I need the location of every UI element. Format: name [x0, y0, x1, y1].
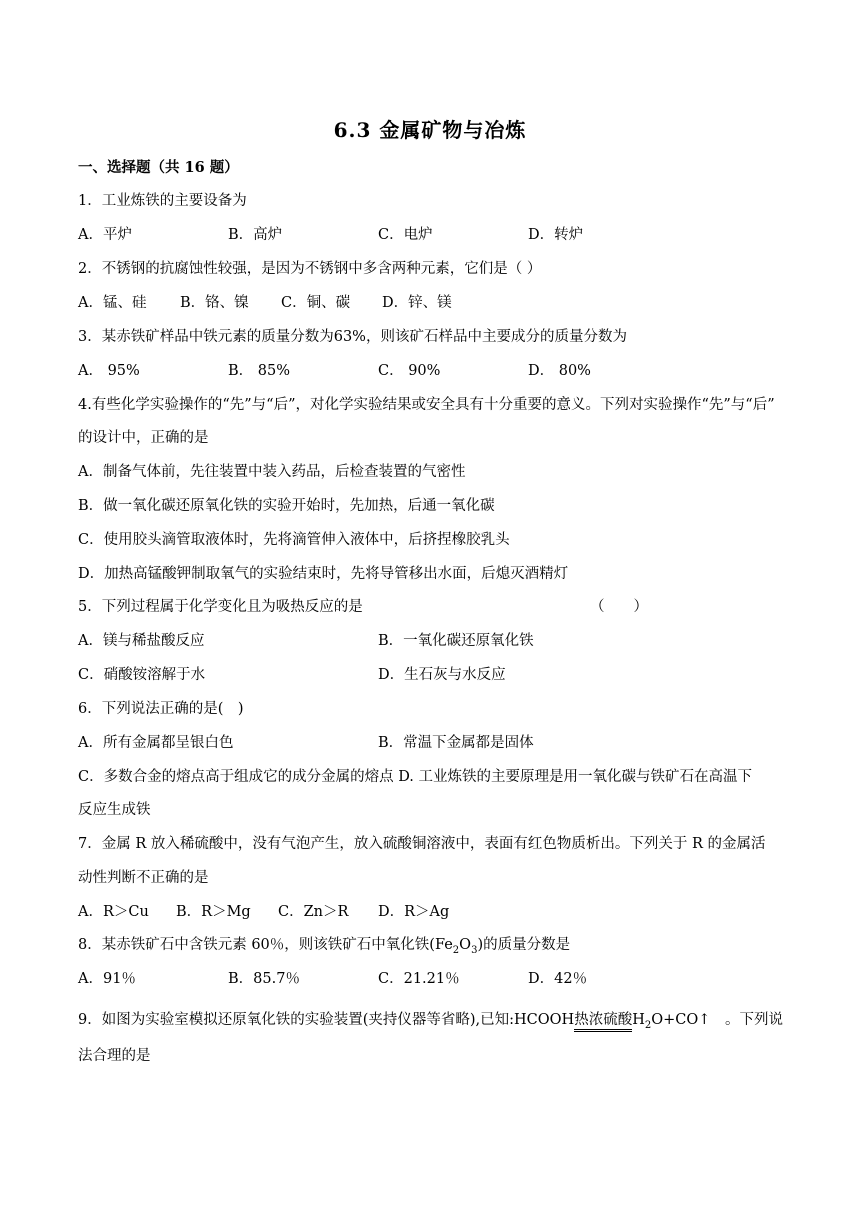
q8-sub-3: 3 — [471, 944, 478, 956]
q8-stem-post: )的质量分数是 — [477, 937, 571, 953]
question-5-stem: 5．下列过程属于化学变化且为吸热反应的是 — [78, 599, 363, 615]
q1-option-c: C．电炉 — [378, 227, 433, 243]
q9-stem-pre: 9．如图为实验室模拟还原氧化铁的实验装置(夹持仪器等省略),已知: — [78, 1012, 515, 1028]
product-rest: O+CO↑ — [651, 1012, 711, 1028]
q2-option-b: B．铬、镍 — [180, 295, 249, 311]
q7-option-c: C．Zn＞R — [278, 904, 349, 920]
q2-option-a: A．锰、硅 — [78, 295, 147, 311]
q5-option-c: C．硝酸铵溶解于水 — [78, 667, 206, 683]
question-9-stem-cont: 法合理的是 — [78, 1048, 151, 1064]
reactant: HCOOH — [514, 1012, 575, 1028]
question-9-stem — [78, 1010, 783, 1036]
q2-option-d: D．锌、镁 — [382, 295, 452, 311]
q4-option-a: A．制备气体前，先往装置中装入药品，后检查装置的气密性 — [78, 464, 466, 480]
q4-option-b: B．做一氧化碳还原氧化铁的实验开始时，先加热，后通一氧化碳 — [78, 498, 495, 514]
q4-option-d: D．加热高锰酸钾制取氧气的实验结束时，先将导管移出水面，后熄灭酒精灯 — [78, 566, 569, 582]
question-4-stem-cont: 的设计中，正确的是 — [78, 430, 209, 446]
q9-stem-post: 。下列说 — [725, 1012, 784, 1028]
q8-option-d: D．42％ — [528, 971, 588, 987]
q1-option-a: A．平炉 — [78, 227, 132, 243]
q8-sub-2: 2 — [452, 944, 460, 956]
q2-option-c: C．铜、碳 — [281, 295, 351, 311]
q4-option-c: C．使用胶头滴管取液体时，先将滴管伸入液体中，后挤捏橡胶乳头 — [78, 532, 510, 548]
q5-answer-paren: （ ） — [590, 599, 648, 615]
page-title: 6.3 金属矿物与冶炼 — [333, 118, 527, 142]
question-3-stem: 3．某赤铁矿样品中铁元素的质量分数为63%，则该矿石样品中主要成分的质量分数为 — [78, 329, 627, 345]
q8-option-a: A．91％ — [78, 971, 136, 987]
q3-option-d: D． 80% — [528, 363, 591, 379]
reaction-equation — [514, 1010, 710, 1036]
question-8-stem — [78, 935, 570, 961]
q1-option-b: B．高炉 — [228, 227, 283, 243]
q3-option-c: C． 90% — [378, 363, 441, 379]
q8-option-b: B．85.7％ — [228, 971, 300, 987]
q3-option-a: A． 95% — [78, 363, 140, 379]
q7-option-b: B．R＞Mg — [176, 904, 251, 920]
q6-option-c-d: C．多数合金的熔点高于组成它的成分金属的熔点 D. 工业炼铁的主要原理是用一氧化碳与铁矿石在高温下 — [78, 769, 753, 785]
question-7-stem: 7．金属 R 放入稀硫酸中，没有气泡产生，放入硫酸铜溶液中，表面有红色物质析出。下列关于 R 的金属活 — [78, 836, 766, 852]
question-7-stem-cont: 动性判断不正确的是 — [78, 870, 209, 886]
question-4-stem: 4.有些化学实验操作的“先”与“后”，对化学实验结果或安全具有十分重要的意义。下列对实验操作“先”与“后” — [78, 397, 775, 413]
q8-stem-pre: 8．某赤铁矿石中含铁元素 60％，则该铁矿石中氧化铁(Fe — [78, 937, 453, 953]
product-h: H — [632, 1012, 645, 1028]
q8-stem-mid: O — [459, 937, 472, 953]
q8-option-c: C．21.21％ — [378, 971, 460, 987]
q1-option-d: D．转炉 — [528, 227, 584, 243]
q6-option-b: B．常温下金属都是固体 — [378, 735, 534, 751]
reaction-condition: 热浓硫酸 — [574, 1012, 632, 1032]
section-heading: 一、选择题（共 16 题） — [78, 159, 239, 176]
q5-option-b: B．一氧化碳还原氧化铁 — [378, 633, 534, 649]
product-subscript: 2 — [644, 1019, 652, 1031]
q3-option-b: B． 85% — [228, 363, 290, 379]
question-2-stem: 2．不锈钢的抗腐蚀性较强，是因为不锈钢中多含两种元素，它们是（ ） — [78, 261, 542, 277]
q6-option-d-cont: 反应生成铁 — [78, 802, 151, 818]
q6-option-a: A．所有金属都呈银白色 — [78, 735, 234, 751]
q7-option-d: D．R＞Ag — [378, 904, 450, 920]
question-1-stem: 1．工业炼铁的主要设备为 — [78, 193, 247, 209]
question-6-stem: 6．下列说法正确的是( ) — [78, 701, 244, 717]
q5-option-a: A．镁与稀盐酸反应 — [78, 633, 205, 649]
q5-option-d: D．生石灰与水反应 — [378, 667, 506, 683]
q7-option-a: A．R＞Cu — [78, 904, 149, 920]
